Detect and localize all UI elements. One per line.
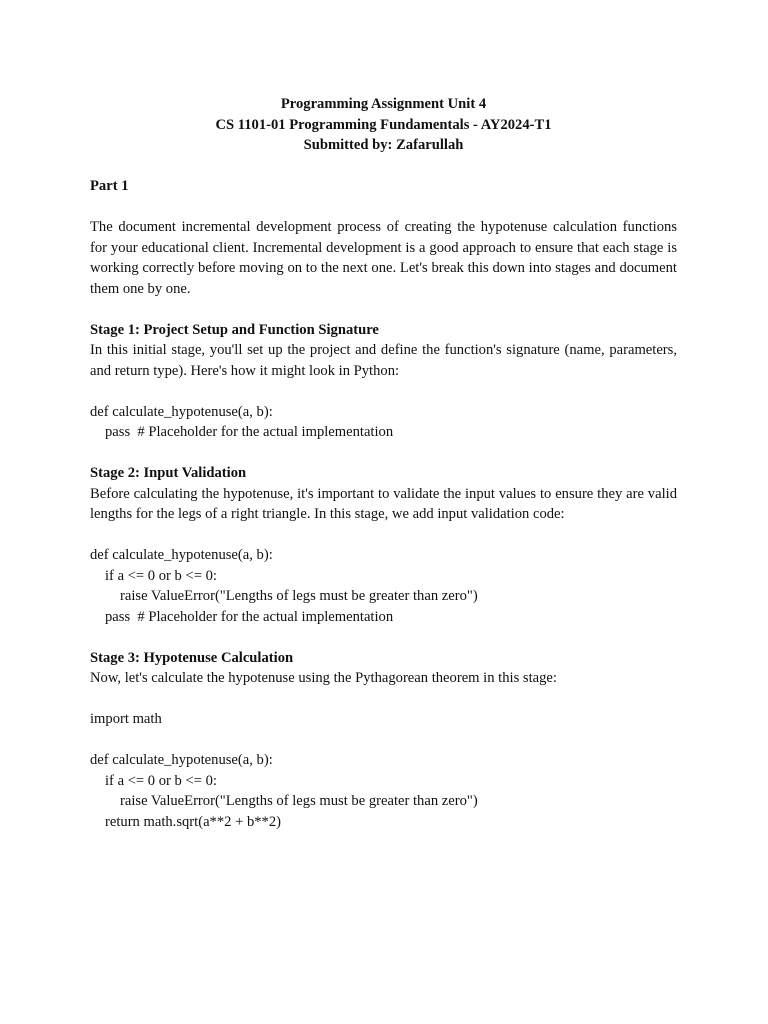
- stage-1-code: [90, 402, 677, 443]
- code-line: def calculate_hypotenuse(a, b):: [90, 547, 273, 563]
- code-line: def calculate_hypotenuse(a, b):: [90, 752, 273, 768]
- submitted-by: Submitted by: Zafarullah: [303, 137, 464, 153]
- stage-2-text: Before calculating the hypotenuse, it's important to validate the input values to ensure they are valid lengths for the legs of a right triangle. In this stage, we add input validation code:: [90, 485, 677, 522]
- code-line: def calculate_hypotenuse(a, b):: [90, 403, 273, 420]
- intro-paragraph: The document incremental development process of creating the hypotenuse calculation functions for your educational client. Incremental development is a good approach to ensure that each stage is working correctly before moving on to the next one. Let's break this down into stages and document them one by one.: [90, 219, 677, 297]
- code-line: pass # Placeholder for the actual implementation: [105, 608, 394, 625]
- code-line: pass # Placeholder for the actual implementation: [105, 424, 394, 440]
- code-line: raise ValueError("Lengths of legs must be greater than zero"): [120, 588, 478, 604]
- document-title: Programming Assignment Unit 4: [280, 96, 487, 112]
- stage-2-heading: Stage 2: Input Validation: [90, 465, 247, 481]
- course-name: CS 1101-01 Programming Fundamentals - AY2024-T1: [215, 116, 552, 133]
- stage-3-text: Now, let's calculate the hypotenuse using the Pythagorean theorem in this stage:: [90, 670, 557, 686]
- code-line: if a <= 0 or b <= 0:: [105, 772, 217, 789]
- code-line: raise ValueError("Lengths of legs must be greater than zero"): [120, 793, 478, 809]
- stage-1-heading: Stage 1: Project Setup and Function Signature: [90, 321, 379, 338]
- code-import-line: import math: [90, 711, 162, 727]
- stage-3-code: [90, 750, 677, 832]
- code-line: if a <= 0 or b <= 0:: [105, 567, 217, 584]
- part-heading: Part 1: [90, 178, 129, 194]
- code-line: return math.sqrt(a**2 + b**2): [105, 813, 282, 830]
- title-block: [90, 94, 677, 156]
- stage-3-heading: Stage 3: Hypotenuse Calculation: [90, 649, 294, 666]
- stage-2-code: [90, 545, 677, 627]
- document-page: [90, 94, 677, 832]
- stage-1-text: In this initial stage, you'll set up the project and define the function's signature (name, parameters, and return type). Here's how it might look in Python:: [90, 342, 677, 379]
